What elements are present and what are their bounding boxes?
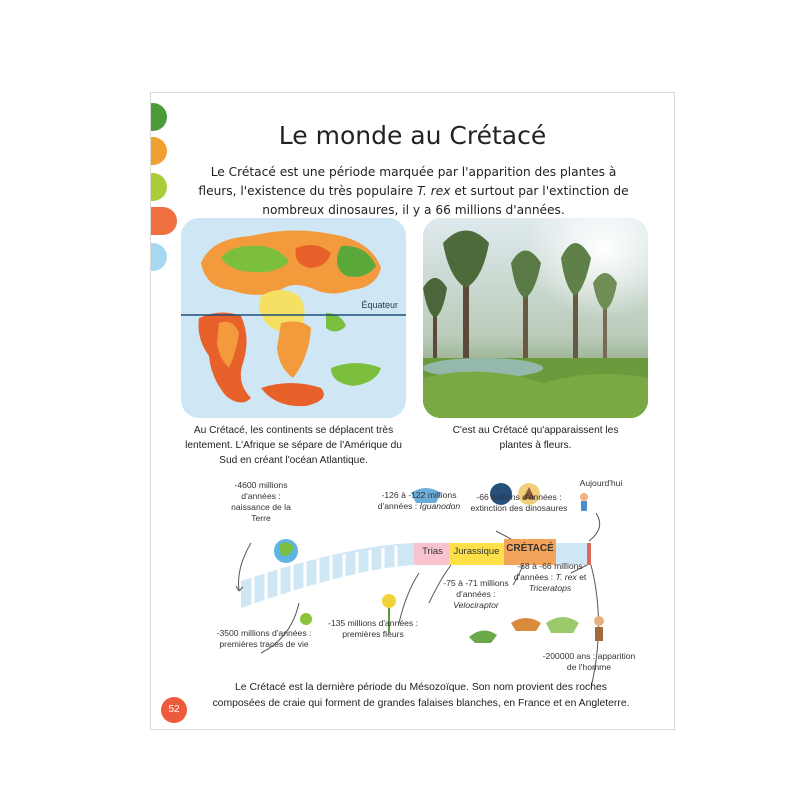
intro-text bbox=[191, 163, 636, 220]
cretaceous-world-map bbox=[181, 218, 406, 418]
event-iguanodon-date: -126 à -122 millions d'années : bbox=[377, 490, 457, 511]
event-iguanodon-name: Iguanodon bbox=[419, 501, 461, 511]
section-tab-coral[interactable] bbox=[150, 207, 177, 235]
section-tab-blue[interactable] bbox=[150, 243, 167, 271]
event-iguanodon bbox=[373, 490, 465, 512]
intro-species: T. rex bbox=[417, 184, 451, 198]
event-trex-name: T. rex bbox=[555, 572, 577, 582]
footer-text: Le Crétacé est la dernière période du Mésozoïque. Son nom provient des roches composées de craie qui forment de grandes falaises blanches, en France et en Angleterre. bbox=[212, 682, 630, 709]
equator-label: Équateur bbox=[361, 300, 398, 310]
event-trex-date: -68 à -66 millions d'années : bbox=[513, 561, 583, 582]
event-flowers: -135 millions d'années : premières fleurs bbox=[327, 618, 419, 639]
event-today: Aujourd'hui bbox=[579, 478, 623, 488]
period-jurassique: Jurassique bbox=[453, 546, 500, 557]
event-earth: -4600 millions d'années : naissance de la Terre bbox=[231, 480, 291, 523]
event-velociraptor bbox=[436, 578, 516, 611]
page-number: 52 bbox=[161, 697, 187, 723]
cretaceous-forest-photo bbox=[423, 218, 648, 418]
event-triceratops-name: Triceratops bbox=[528, 583, 572, 593]
page-title: Le monde au Crétacé bbox=[278, 121, 547, 150]
event-extinction: -66 millions d'années : extinction des dinosaures bbox=[470, 492, 568, 513]
section-tab-lime[interactable] bbox=[150, 173, 167, 201]
event-trex bbox=[506, 561, 594, 594]
intro-part-1: Le Crétacé est une période marquée par l'apparition des plantes à fleurs, l'existence du très populaire bbox=[198, 165, 617, 198]
event-trex-and: et bbox=[576, 572, 587, 582]
map-caption: Au Crétacé, les continents se déplacent très lentement. L'Afrique se sépare de l'Amérique du Sud en créant l'océan Atlantique. bbox=[185, 425, 402, 466]
book-page bbox=[150, 92, 675, 730]
event-velociraptor-date: -75 à -71 millions d'années : bbox=[443, 578, 509, 599]
period-trias: Trias bbox=[422, 546, 443, 557]
period-cretace: CRÉTACÉ bbox=[506, 543, 554, 554]
event-human: -200000 ans : apparition de l'homme bbox=[542, 651, 636, 672]
event-life: -3500 millions d'années : premières traces de vie bbox=[216, 628, 312, 649]
event-velociraptor-name: Velociraptor bbox=[453, 600, 499, 610]
intro-part-2: et surtout par l'extinction de nombreux dinosaures, il y a 66 millions d'années. bbox=[262, 184, 629, 217]
forest-caption: C'est au Crétacé qu'apparaissent les plantes à fleurs. bbox=[452, 425, 619, 451]
